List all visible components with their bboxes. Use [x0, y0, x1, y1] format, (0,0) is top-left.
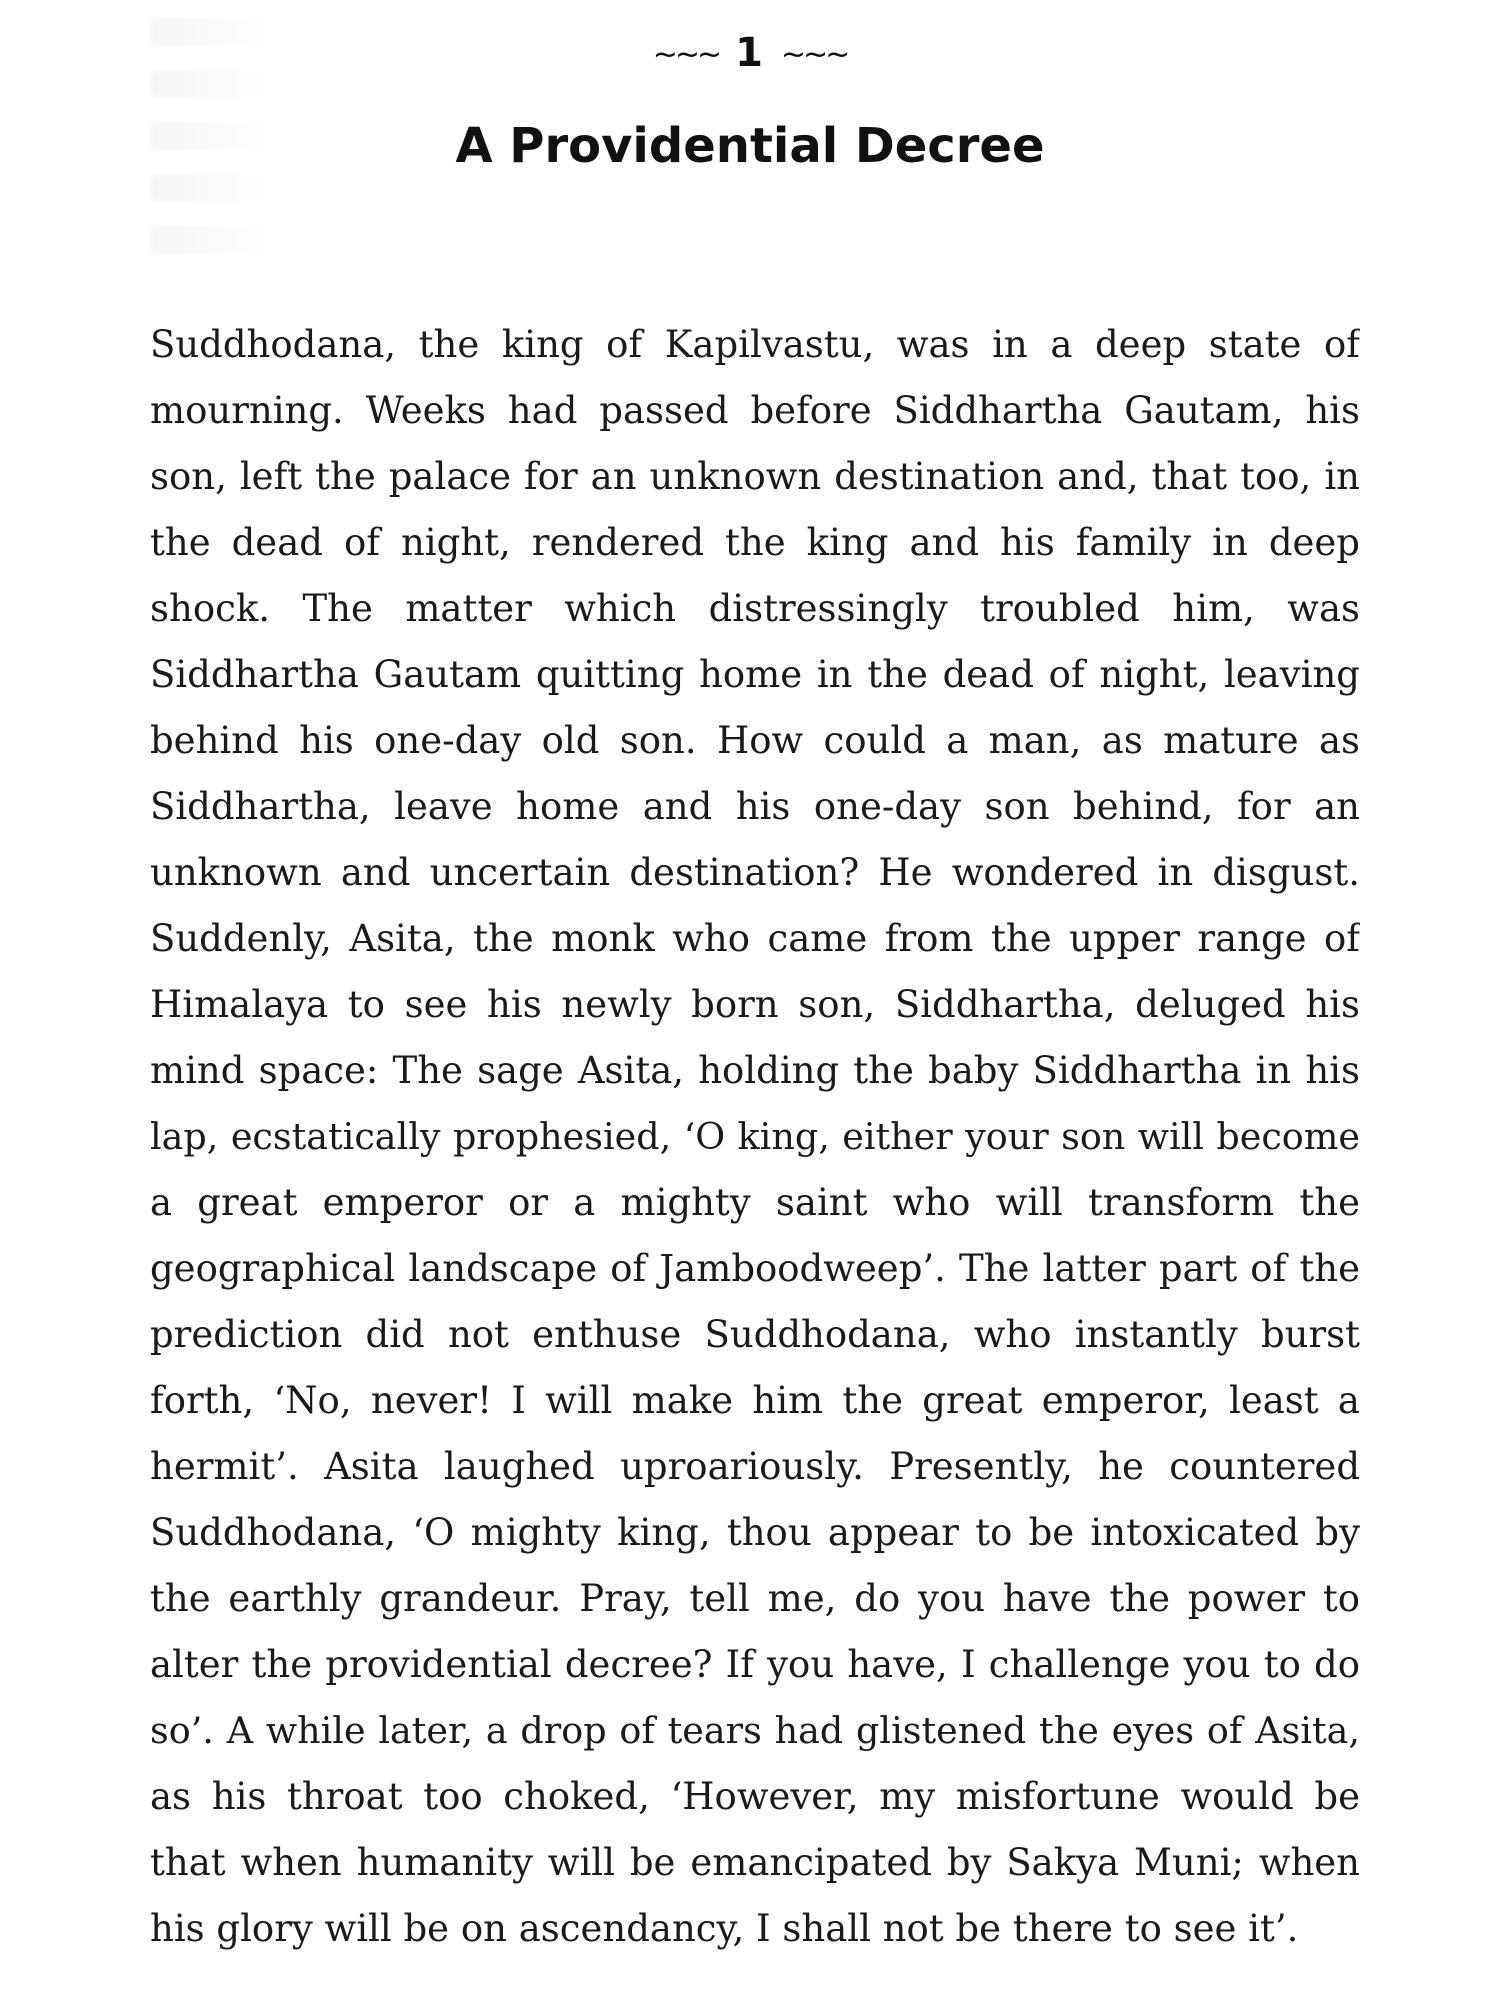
- text-line: that when humanity will be emancipated by Sakya Muni; when: [150, 1841, 1360, 1884]
- text-line: lap, ecstatically prophesied, ‘O king, either your son will become: [150, 1115, 1360, 1158]
- text-line: a great emperor or a mighty saint who will transform the: [150, 1181, 1360, 1224]
- ornament-left: ~~~: [652, 37, 720, 73]
- text-line: the dead of night, rendered the king and his family in deep: [150, 521, 1360, 564]
- bleed-through-mark: [150, 226, 270, 254]
- text-line: shock. The matter which distressingly troubled him, was: [150, 587, 1360, 630]
- body-paragraph: [150, 312, 1360, 1962]
- text-line: forth, ‘No, never! I will make him the great emperor, least a: [150, 1379, 1360, 1422]
- text-line: Siddhartha Gautam quitting home in the dead of night, leaving: [150, 653, 1360, 696]
- text-line: Suddhodana, ‘O mighty king, thou appear to be intoxicated by: [150, 1511, 1360, 1554]
- text-line: so’. A while later, a drop of tears had glistened the eyes of Asita,: [150, 1709, 1360, 1752]
- text-line: prediction did not enthuse Suddhodana, who instantly burst: [150, 1313, 1360, 1356]
- text-line: the earthly grandeur. Pray, tell me, do you have the power to: [150, 1577, 1360, 1620]
- bleed-through-mark: [150, 174, 270, 202]
- text-line: Siddhartha, leave home and his one-day son behind, for an: [150, 785, 1360, 828]
- chapter-number: [0, 30, 1500, 76]
- text-line: behind his one-day old son. How could a man, as mature as: [150, 719, 1360, 762]
- text-line: Suddenly, Asita, the monk who came from the upper range of: [150, 917, 1360, 960]
- text-line: son, left the palace for an unknown destination and, that too, in: [150, 455, 1360, 498]
- text-line: geographical landscape of Jamboodweep’. The latter part of the: [150, 1247, 1360, 1290]
- text-line: his glory will be on ascendancy, I shall not be there to see it’.: [150, 1907, 1299, 1950]
- text-line: alter the providential decree? If you have, I challenge you to do: [150, 1643, 1360, 1686]
- text-line: hermit’. Asita laughed uproariously. Presently, he countered: [150, 1445, 1360, 1488]
- text-line: unknown and uncertain destination? He wondered in disgust.: [150, 851, 1360, 894]
- text-line: mourning. Weeks had passed before Siddhartha Gautam, his: [150, 389, 1360, 432]
- ornament-right: ~~~: [780, 37, 848, 73]
- text-line: Himalaya to see his newly born son, Siddhartha, deluged his: [150, 983, 1360, 1026]
- text-line: Suddhodana, the king of Kapilvastu, was in a deep state of: [150, 323, 1360, 366]
- chapter-number-value: 1: [735, 30, 765, 76]
- text-line: as his throat too choked, ‘However, my misfortune would be: [150, 1775, 1360, 1818]
- text-line: mind space: The sage Asita, holding the baby Siddhartha in his: [150, 1049, 1360, 1092]
- chapter-title: A Providential Decree: [455, 118, 1045, 174]
